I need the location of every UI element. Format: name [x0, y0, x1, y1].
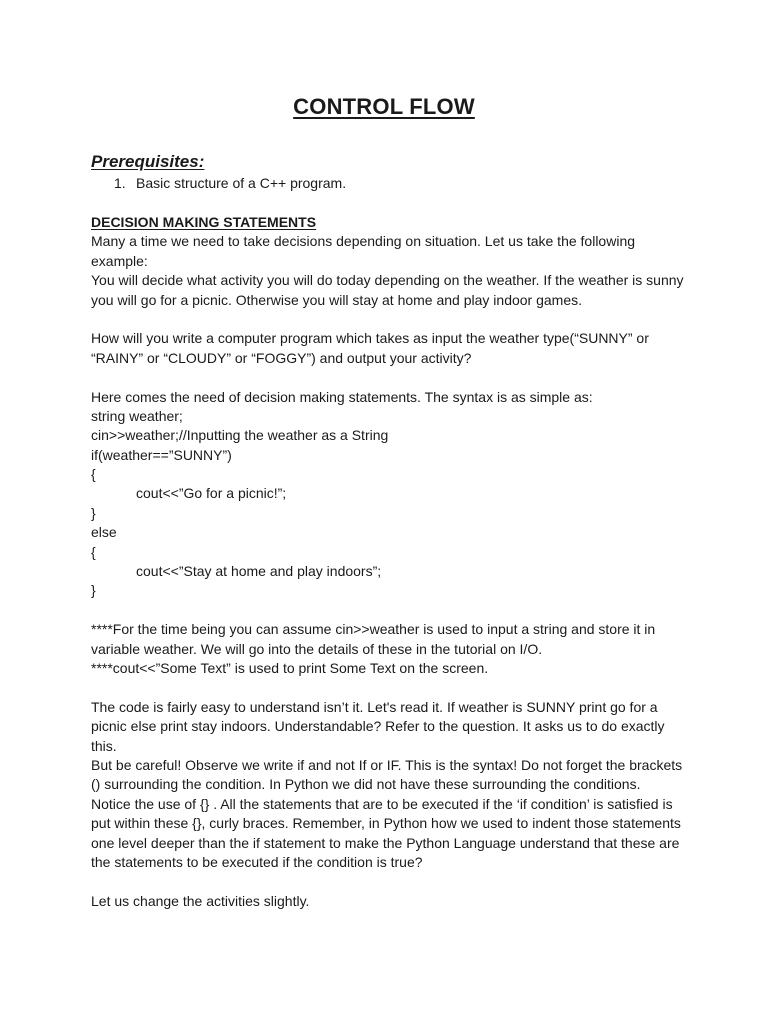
blank-line — [91, 678, 711, 697]
text-line: Let us change the activities slightly. — [91, 892, 310, 909]
text-line: if(weather==”SUNNY”) — [91, 446, 232, 463]
prerequisites-heading: Prerequisites: — [91, 152, 205, 171]
document-body — [91, 213, 711, 911]
blank-line — [91, 310, 711, 329]
text-line: But be careful! Observe we write if and not If or IF. This is the syntax! Do not forget the brackets — [91, 756, 683, 773]
text-line: else — [91, 524, 117, 541]
text-line: Notice the use of {} . All the statements that are to be executed if the ‘if condition’ is satisfied is — [91, 795, 673, 812]
text-line: How will you write a computer program which takes as input the weather type(“SUNNY” or — [91, 330, 649, 347]
text-line: { — [91, 466, 96, 483]
text-line: string weather; — [91, 407, 183, 424]
blank-line — [91, 368, 711, 387]
text-line: You will decide what activity you will do today depending on the weather. If the weather is sunny — [91, 272, 684, 289]
blank-line — [91, 872, 711, 891]
text-line: you will go for a picnic. Otherwise you will stay at home and play indoor games. — [91, 291, 583, 308]
prerequisites-list — [114, 173, 346, 193]
text-line: cin>>weather;//Inputting the weather as a String — [91, 427, 389, 444]
text-line: picnic else print stay indoors. Understandable? Refer to the question. It asks us to do exactly — [91, 718, 665, 735]
text-line: ****cout<<”Some Text” is used to print Some Text on the screen. — [91, 659, 489, 676]
section-heading: DECISION MAKING STATEMENTS — [91, 214, 317, 230]
text-line: one level deeper than the if statement to make the Python Language understand that these are — [91, 834, 680, 851]
page-title: CONTROL FLOW — [293, 94, 475, 119]
code-line-indented: cout<<”Stay at home and play indoors”; — [136, 563, 382, 580]
text-line: } — [91, 582, 96, 599]
text-line: ****For the time being you can assume cin>>weather is used to input a string and store it in — [91, 621, 656, 638]
text-line: Many a time we need to take decisions depending on situation. Let us take the following — [91, 233, 636, 250]
text-line: } — [91, 504, 96, 521]
list-item-text: Basic structure of a C++ program. — [136, 175, 347, 191]
list-item-number: 1. — [114, 175, 126, 191]
text-line: “RAINY” or “CLOUDY” or “FOGGY”) and output your activity? — [91, 349, 472, 366]
blank-line — [91, 601, 711, 620]
text-line: { — [91, 543, 96, 560]
text-line: example: — [91, 252, 148, 269]
text-line: variable weather. We will go into the details of these in the tutorial on I/O. — [91, 640, 543, 657]
text-line: the statements to be executed if the condition is true? — [91, 853, 423, 870]
code-line-indented: cout<<”Go for a picnic!”; — [136, 485, 287, 502]
text-line: this. — [91, 737, 117, 754]
text-line: put within these {}, curly braces. Remember, in Python how we used to indent those statements — [91, 815, 681, 832]
text-line: Here comes the need of decision making statements. The syntax is as simple as: — [91, 388, 593, 405]
text-line: () surrounding the condition. In Python we did not have these surrounding the conditions. — [91, 776, 641, 793]
list-item — [114, 173, 346, 193]
text-line: The code is fairly easy to understand isn’t it. Let's read it. If weather is SUNNY print go for a — [91, 698, 658, 715]
